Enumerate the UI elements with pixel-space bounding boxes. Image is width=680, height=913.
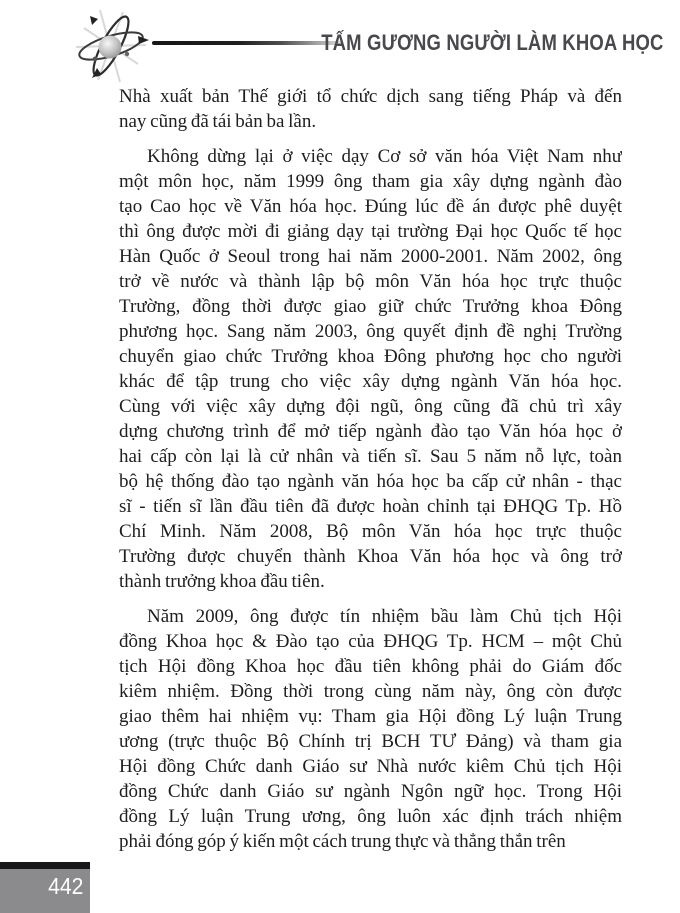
text-line: một môn học, năm 1999 ông tham gia xây dựng ngành đào bbox=[119, 171, 622, 192]
text-line: kiêm nhiệm. Đồng thời trong cùng năm này, ông còn được bbox=[119, 681, 622, 702]
text-line: chuyển giao chức Trưởng khoa Đông phương học cho người bbox=[119, 346, 622, 367]
text-line: trở về nước và thành lập bộ môn Văn hóa học trực thuộc bbox=[119, 271, 622, 292]
text-line: Hàn Quốc ở Seoul trong hai năm 2000-2001. Năm 2002, ông bbox=[119, 246, 622, 267]
text-line: nay cũng đã tái bản ba lần. bbox=[119, 111, 317, 132]
paragraph bbox=[119, 144, 622, 594]
paragraph bbox=[119, 84, 622, 134]
text-line: Năm 2009, ông được tín nhiệm bầu làm Chủ tịch Hội bbox=[147, 606, 622, 627]
text-line: Trường, đồng thời được giao giữ chức Trưởng khoa Đông bbox=[119, 296, 622, 317]
text-line: hai cấp còn lại là cử nhân và tiến sĩ. Sau 5 năm nỗ lực, toàn bbox=[119, 446, 622, 467]
header-rule bbox=[152, 41, 342, 45]
text-line: đồng Lý luận Trung ương, ông luôn xác định trách nhiệm bbox=[119, 806, 622, 827]
text-line: Cùng với việc xây dựng đội ngũ, ông cũng đã chủ trì xây bbox=[119, 396, 622, 417]
page-number-box bbox=[0, 869, 90, 913]
text-line: Không dừng lại ở việc dạy Cơ sở văn hóa Việt Nam như bbox=[147, 146, 622, 167]
text-line: Nhà xuất bản Thế giới tổ chức dịch sang tiếng Pháp và đến bbox=[119, 86, 622, 107]
body-text-column bbox=[119, 84, 622, 854]
text-line: phải đóng góp ý kiến một cách trung thực và thẳng thắn trên bbox=[119, 831, 566, 852]
text-line: Trường được chuyển thành Khoa Văn hóa học và ông trở bbox=[119, 546, 622, 567]
paragraph bbox=[119, 604, 622, 854]
text-line: thành trưởng khoa đầu tiên. bbox=[119, 571, 325, 592]
text-line: bộ hệ thống đào tạo ngành văn hóa học ba cấp cử nhân - thạc bbox=[119, 471, 622, 492]
text-line: Chí Minh. Năm 2008, Bộ môn Văn hóa học trực thuộc bbox=[119, 521, 622, 542]
text-line: thì ông được mời đi giảng dạy tại trường Đại học Quốc tế học bbox=[119, 221, 622, 242]
text-line: tịch Hội đồng Khoa học đầu tiên không phải do Giám đốc bbox=[119, 656, 622, 677]
text-line: sĩ - tiến sĩ lần đầu tiên đã được hoàn chỉnh tại ĐHQG Tp. Hồ bbox=[119, 496, 622, 517]
page-number: 442 bbox=[47, 873, 83, 899]
text-line: đồng Khoa học & Đào tạo của ĐHQG Tp. HCM – một Chủ bbox=[119, 631, 622, 652]
text-line: khác để tập trung cho việc xây dựng ngành Văn hóa học. bbox=[119, 371, 622, 392]
page-title: TẤM GƯƠNG NGƯỜI LÀM KHOA HỌC bbox=[321, 30, 664, 55]
text-line: giao thêm hai nhiệm vụ: Tham gia Hội đồng Lý luận Trung bbox=[119, 706, 622, 727]
text-line: phương học. Sang năm 2003, ông quyết định đề nghị Trường bbox=[119, 321, 622, 342]
atom-star-ornament-icon bbox=[70, 2, 156, 88]
text-line: ương (trực thuộc Bộ Chính trị BCH TƯ Đảng) và tham gia bbox=[119, 731, 622, 752]
page-tab-top-bar bbox=[0, 862, 90, 869]
text-line: đồng Chức danh Giáo sư ngành Ngôn ngữ học. Trong Hội bbox=[119, 781, 622, 802]
page-header bbox=[0, 0, 680, 95]
text-line: tạo Cao học về Văn hóa học. Đúng lúc đề án được phê duyệt bbox=[119, 196, 622, 217]
page-number-tab bbox=[0, 862, 90, 913]
text-line: Hội đồng Chức danh Giáo sư Nhà nước kiêm Chủ tịch Hội bbox=[119, 756, 622, 777]
text-line: dựng chương trình để mở tiếp ngành đào tạo Văn hóa học ở bbox=[119, 421, 622, 442]
